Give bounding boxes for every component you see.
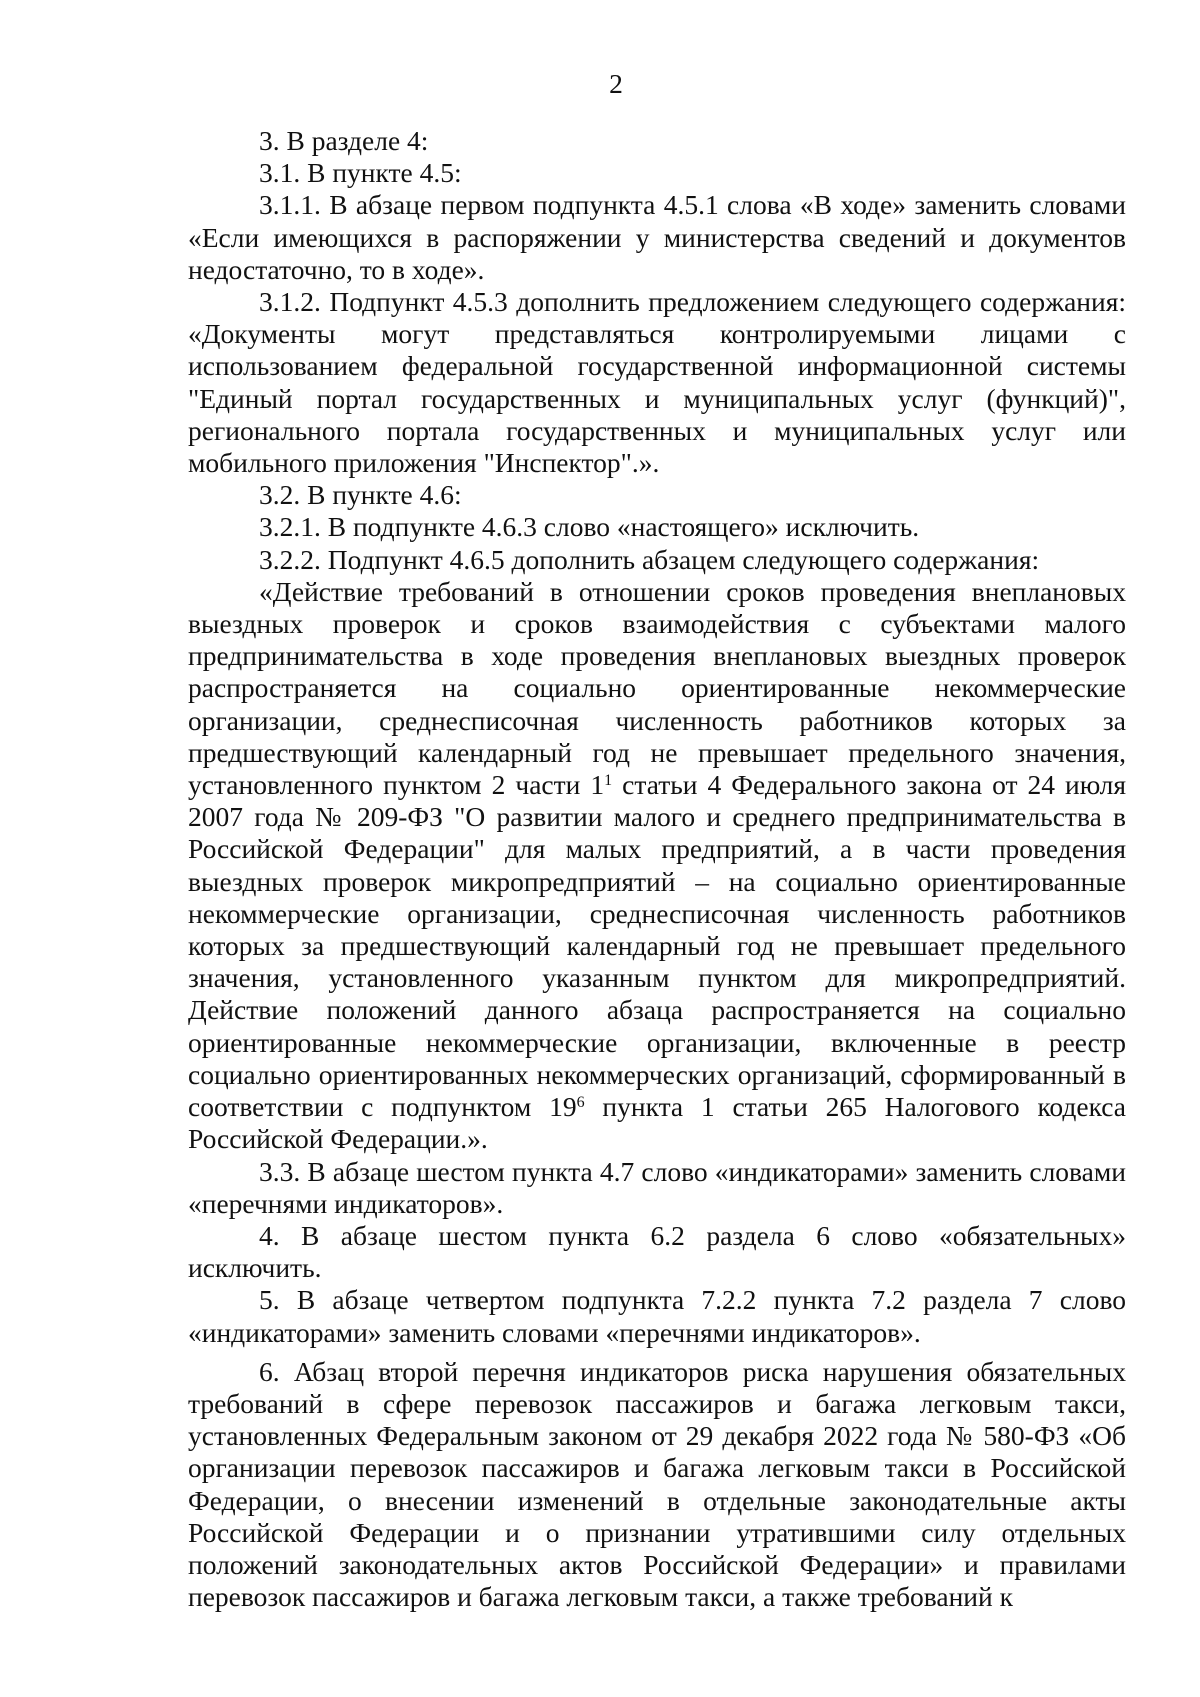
superscript-1: 1 <box>604 772 613 790</box>
paragraph-3-1-1: 3.1.1. В абзаце первом подпункта 4.5.1 слова «В ходе» заменить словами «Если имеющихся в распоряжении у министерства сведений и документов недостаточно, то в ходе». <box>188 189 1126 285</box>
paragraph-4: 4. В абзаце шестом пункта 6.2 раздела 6 слово «обязательных» исключить. <box>188 1219 1126 1284</box>
quoted-insertion-part-1: «Действие требований в отношении сроков проведения внеплановых выездных проверок и сроков взаимодействия с субъектами малого предпринимательства в ходе проведения внеплановых выездных проверок распространяется на социально ориентированные некоммерческие организации, среднесписочная численность работников которых за предшествующий календарный год не превышает предельного значения, установленного пунктом 2 части 1 <box>188 575 1126 801</box>
page-number: 2 <box>609 68 623 99</box>
paragraph-3-1-2: 3.1.2. Подпункт 4.5.3 дополнить предложением следующего содержания: «Документы могут представляться контролируемыми лицами с использованием федеральной государственной информационной системы "Единый портал государственных и муниципальных услуг (функций)", регионального портала государственных и муниципальных услуг или мобильного приложения "Инспектор".». <box>188 286 1126 479</box>
quoted-insertion-part-2: статьи 4 Федерального закона от 24 июля 2007 года № 209-ФЗ "О развитии малого и среднего предпринимательства в Российской Федерации" для малых предприятий, а в части проведения выездных проверок микропредприятий – на социально ориентированные некоммерческие организации, среднесписочная численность работников которых за предшествующий календарный год не превышает предельного значения, установленного указанным пунктом для микропредприятий. Действие положений данного абзаца распространяется на социально ориентированные некоммерческие организации, включенные в реестр социально ориентированных некоммерческих организаций, сформированный в соответствии с подпунктом 19 <box>188 769 1126 1123</box>
paragraph-3-1: 3.1. В пункте 4.5: <box>259 157 462 189</box>
paragraph-quoted-insertion <box>188 576 1126 1156</box>
paragraph-3-3: 3.3. В абзаце шестом пункта 4.7 слово «индикаторами» заменить словами «перечнями индикаторов». <box>188 1155 1126 1219</box>
paragraph-6: 6. Абзац второй перечня индикаторов риска нарушения обязательных требований в сфере перевозок пассажиров и багажа легковым такси, установленных Федеральным законом от 29 декабря 2022 года № 580-ФЗ «Об организации перевозок пассажиров и багажа легковым такси в Российской Федерации, о внесении изменений в отдельные законодательные акты Российской Федерации и о признании утратившими силу отдельных положений законодательных актов Российской Федерации» и правилами перевозок пассажиров и багажа легковым такси, а также требований к <box>188 1355 1126 1613</box>
paragraph-5: 5. В абзаце четвертом подпункта 7.2.2 пункта 7.2 раздела 7 слово «индикаторами» заменить словами «перечнями индикаторов». <box>188 1284 1126 1348</box>
superscript-6: 6 <box>576 1094 585 1112</box>
quoted-insertion-part-3: пункта 1 статьи 265 Налогового кодекса Российской Федерации.». <box>188 1091 1126 1155</box>
paragraph-section-4: 3. В разделе 4: <box>259 125 429 156</box>
paragraph-3-2: 3.2. В пункте 4.6: <box>259 479 462 511</box>
paragraph-3-2-2: 3.2.2. Подпункт 4.6.5 дополнить абзацем следующего содержания: <box>259 543 1040 575</box>
paragraph-3-2-1: 3.2.1. В подпункте 4.6.3 слово «настоящего» исключить. <box>259 511 920 543</box>
document-body <box>188 125 1126 1613</box>
